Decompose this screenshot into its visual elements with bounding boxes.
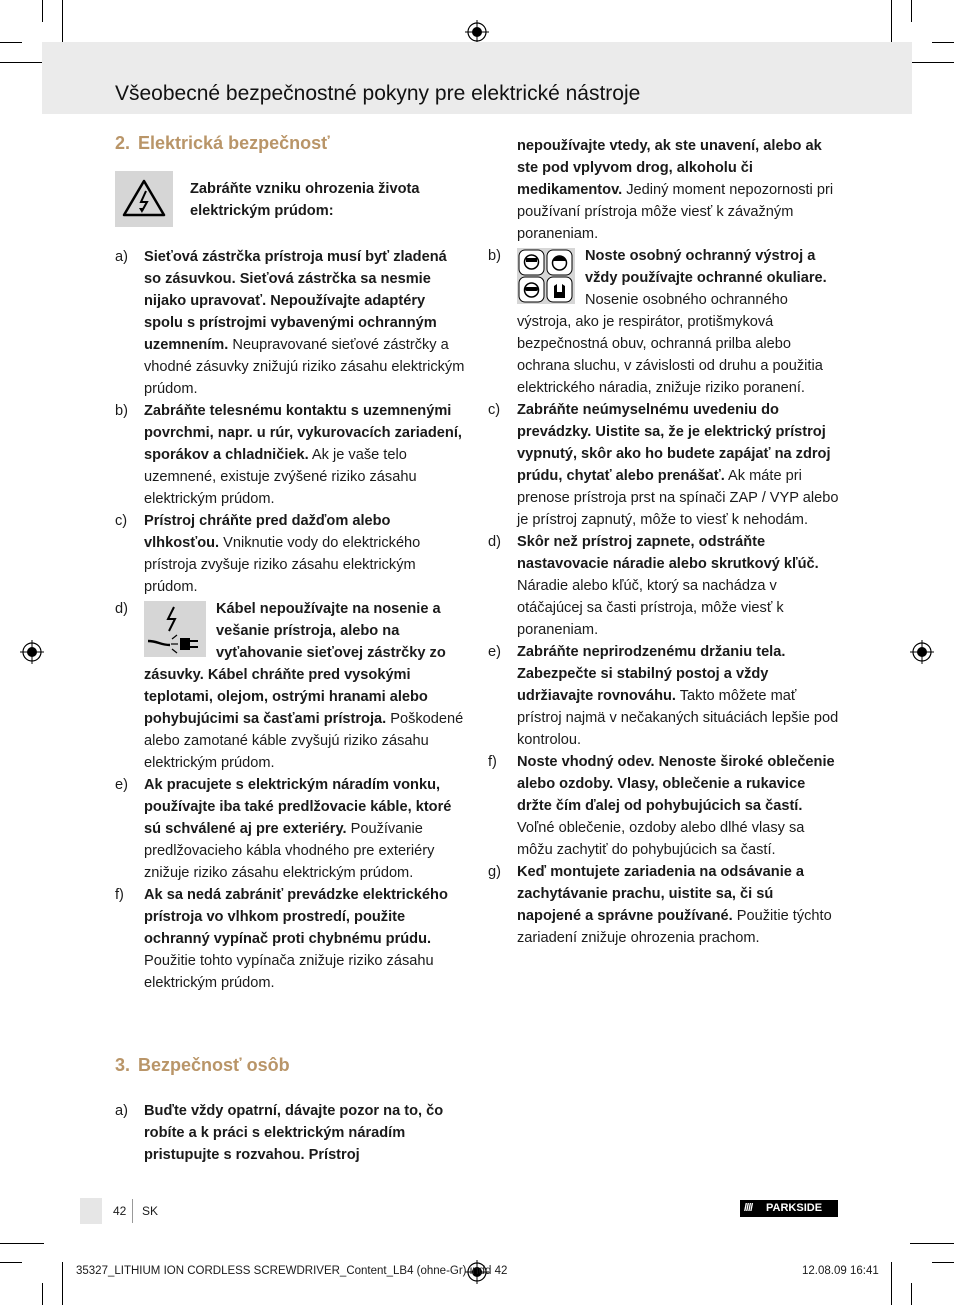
crop-mark [891, 1262, 892, 1305]
page-number: 42 [113, 1204, 127, 1218]
item-text: Neupravované sieťové zástrčky a vhodné zásuvky znižujú riziko zásahu elektrickým prúdom. [144, 337, 465, 397]
left-column-section-3 [115, 1100, 467, 1166]
item-text: Jediný moment nepozornosti pri používaní prístroja môže viesť k závažným poraneniam. [517, 182, 834, 242]
item-label: c) [488, 402, 501, 418]
item-label: b) [488, 248, 501, 264]
item-bold-text: Noste osobný ochranný výstroj a vždy používajte ochranné okuliare. [585, 248, 827, 286]
section-title: Bezpečnosť osôb [138, 1055, 290, 1075]
registration-mark-icon [910, 640, 934, 664]
item-label: d) [488, 534, 501, 550]
item-bold-text: Keď montujete zariadenia na odsávanie a zachytávanie prachu, uistite sa, či sú napojené a správne používané. [517, 864, 805, 924]
item-label: e) [488, 644, 501, 660]
item-bold-text: Ak pracujete s elektrickým náradím vonku, používajte iba také predlžovacie káble, ktoré sú schválené aj pre exteriéry. [144, 777, 452, 837]
section-number: 2. [115, 133, 131, 153]
item-text: Používanie predlžovacieho kábla vhodného pre exteriéry znižuje riziko zásahu elektrickým prúdom. [144, 821, 435, 881]
list-item [488, 399, 840, 531]
crop-mark [62, 0, 63, 44]
item-label: a) [115, 1103, 128, 1119]
list-item [115, 1100, 467, 1166]
item-text: Použitie tohto vypínača znižuje riziko zásahu elektrickým prúdom. [144, 953, 434, 991]
item-text: Vniknutie vody do elektrického prístroja zvyšuje riziko zásahu elektrickým prúdom. [144, 535, 421, 595]
crop-mark [932, 42, 954, 43]
item-bold-text: Zabráňte neprirodzenému držaniu tela. Zabezpečte si stabilný postoj a vždy udržiavajte rovnováhu. [517, 644, 786, 704]
item-text: Ak máte pri prenose prístroja prst na spínači ZAP / VYP alebo je prístroj zapnutý, môže to viesť k nehodám. [517, 468, 839, 528]
list-item [115, 774, 467, 884]
item-text: Nosenie osobného ochranného výstroja, ako je respirátor, protišmyková bezpečnostná obuv, ochranná prilba alebo ochrana sluchu, v závislosti od druhu a použitia elektrického náradia, znižuje riziko poranení. [517, 292, 823, 396]
page-title: Všeobecné bezpečnostné pokyny pre elektrické nástroje [115, 82, 641, 105]
section-3-heading [115, 1055, 290, 1076]
language-code: SK [142, 1204, 159, 1218]
item-label: c) [115, 513, 128, 529]
crop-mark [0, 62, 44, 63]
brand-slashes: //// [744, 1202, 753, 1214]
item-bold-text: Buďte vždy opatrní, dávajte pozor na to, čo robíte a k práci s elektrickým náradím pristupujte s rozvahou. Prístroj [144, 1103, 444, 1163]
item-bold-text: Zabráňte neúmyselnému uvedeniu do prevádzky. Uistite sa, že je elektrický prístroj vypnutý, skôr ako ho budete zapájať na zdroj prúdu, chytať alebo prenášať. [517, 402, 831, 484]
page-number-tab [80, 1198, 102, 1224]
list-item [488, 245, 840, 399]
item-text: Poškodené alebo zamotané káble zvyšujú riziko zásahu elektrickým prúdom. [144, 711, 464, 771]
crop-mark [891, 0, 892, 44]
crop-mark [0, 1262, 22, 1263]
item-text: Použitie týchto zariadení znižuje ohrozenia prachom. [517, 908, 832, 946]
item-text: Ak je vaše telo uzemnené, existuje zvýšené riziko zásahu elektrickým prúdom. [144, 447, 417, 507]
footer-divider [132, 1199, 133, 1223]
section-number: 3. [115, 1055, 131, 1075]
list-item [115, 400, 467, 510]
left-column [115, 246, 467, 994]
warning-text: Zabráňte vzniku ohrozenia života elektrickým prúdom: [190, 181, 420, 219]
damaged-cable-icon [144, 601, 206, 657]
item-bold-text: Sieťová zástrčka prístroja musí byť zladená so zásuvkou. Sieťová zástrčka sa nesmie nijako upravovať. Nepoužívajte adaptéry spolu s prístrojmi vybavenými ochranným uzemnením. [144, 249, 447, 353]
list-item [488, 641, 840, 751]
list-item [488, 751, 840, 861]
crop-mark [911, 0, 912, 22]
registration-mark-icon [20, 640, 44, 664]
item-bold-text: Prístroj chráňte pred dažďom alebo vlhkosťou. [144, 513, 391, 551]
print-imprint: 35327_LITHIUM ION CORDLESS SCREWDRIVER_Content_LB4 (ohne-Gr).indd 42 [76, 1265, 508, 1277]
print-date: 12.08.09 16:41 [802, 1265, 879, 1277]
list-item [115, 246, 467, 400]
item-label: a) [115, 249, 128, 265]
brand-logo [740, 1200, 838, 1217]
brand-name: PARKSIDE [766, 1202, 823, 1214]
item-label: g) [488, 864, 501, 880]
crop-mark [932, 1262, 954, 1263]
item-label: b) [115, 403, 128, 419]
list-item-continuation [488, 135, 840, 245]
crop-mark [910, 1243, 954, 1244]
right-column [488, 135, 840, 949]
list-item [115, 884, 467, 994]
item-label: d) [115, 601, 128, 617]
item-bold-text: nepoužívajte vtedy, ak ste unavení, alebo ak ste pod vplyvom drog, alkoholu či medikamentov. [517, 138, 822, 198]
list-item [115, 598, 467, 774]
crop-mark [911, 1283, 912, 1305]
item-text: Voľné oblečenie, ozdoby alebo dlhé vlasy sa môžu zachytiť do pohybujúcich sa častí. [517, 820, 805, 858]
item-text: Takto môžete mať prístroj najmä v nečakaných situáciách lepšie pod kontrolou. [517, 688, 839, 748]
section-2-heading [115, 133, 330, 154]
crop-mark [0, 42, 22, 43]
list-item [115, 510, 467, 598]
item-label: e) [115, 777, 128, 793]
crop-mark [62, 1262, 63, 1305]
item-bold-text: Skôr než prístroj zapnete, odstráňte nastavovacie náradie alebo skrutkový kľúč. [517, 534, 819, 572]
protective-equipment-icon [517, 248, 575, 304]
item-text: Náradie alebo kľúč, ktorý sa nachádza v otáčajúcej sa časti prístroja, môže viesť k poraneniam. [517, 578, 784, 638]
item-label: f) [488, 754, 497, 770]
item-bold-text: Noste vhodný odev. Nenoste široké oblečenie alebo ozdoby. Vlasy, oblečenie a rukavice držte čím ďalej od pohybujúcich sa častí. [517, 754, 835, 814]
crop-mark [0, 1243, 44, 1244]
item-bold-text: Zabráňte telesnému kontaktu s uzemnenými povrchmi, napr. u rúr, vykurovacích zariadení, sporákov a chladničiek. [144, 403, 462, 463]
item-bold-text: Kábel nepoužívajte na nosenie a vešanie prístroja, alebo na vyťahovanie sieťovej zástrčky zo zásuvky. Kábel chráňte pred vysokými teplotami, olejom, ostrými hranami alebo pohybujúcimi sa časťami prístroja. [144, 601, 446, 727]
list-item [488, 531, 840, 641]
item-label: f) [115, 887, 124, 903]
section-title: Elektrická bezpečnosť [138, 133, 330, 153]
crop-mark [910, 62, 954, 63]
crop-mark [42, 1283, 43, 1305]
electric-hazard-icon [115, 171, 173, 227]
registration-mark-icon [465, 20, 489, 44]
list-item [488, 861, 840, 949]
crop-mark [42, 0, 43, 22]
item-bold-text: Ak sa nedá zabrániť prevádzke elektrického prístroja vo vlhkom prostredí, použite ochranný vypínač proti chybnému prúdu. [144, 887, 448, 947]
